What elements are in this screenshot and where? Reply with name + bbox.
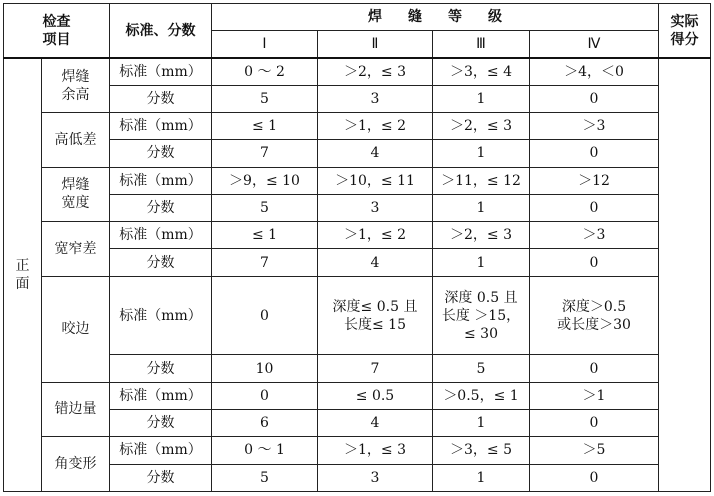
cell-standard: ＞3，≤ 5	[433, 437, 530, 464]
cell-score: 5	[212, 194, 318, 221]
cell-score: 0	[530, 140, 659, 167]
cell-score: 1	[433, 409, 530, 436]
header-actual-score: 实际 得分	[659, 4, 711, 59]
cell-standard: ＞3	[530, 222, 659, 249]
cell-standard: ≤ 1	[212, 222, 318, 249]
cell-text-line: ≤ 30	[464, 325, 498, 342]
cell-standard: ＞3，≤ 4	[433, 58, 530, 85]
header-grade-title: 焊缝等级	[212, 4, 659, 31]
side-label-front: 正 面	[4, 58, 42, 491]
cell-standard: ＞1	[530, 382, 659, 409]
cell-score: 4	[318, 140, 433, 167]
cell-standard: ＞2，≤ 3	[318, 58, 433, 85]
cell-standard: 0	[212, 382, 318, 409]
cell-standard: ＞1，≤ 2	[318, 113, 433, 140]
cell-standard	[433, 276, 530, 355]
cell-score: 7	[212, 249, 318, 276]
cell-standard: ＞1，≤ 3	[318, 437, 433, 464]
cell-standard: ＞10，≤ 11	[318, 167, 433, 194]
item-name: 焊缝 余高	[42, 58, 110, 113]
cell-text-line: 深度 0.5 且	[444, 289, 518, 306]
cell-text-line: 长度 ＞15，	[441, 307, 521, 324]
cell-standard: ＞4，＜0	[530, 58, 659, 85]
cell-standard: ＞1，≤ 2	[318, 222, 433, 249]
cell-standard: ＞3	[530, 113, 659, 140]
row-label-score: 分数	[110, 85, 212, 112]
cell-score: 3	[318, 194, 433, 221]
cell-score: 6	[212, 409, 318, 436]
grade-2-header: Ⅱ	[318, 31, 433, 58]
cell-score: 10	[212, 355, 318, 382]
cell-standard: ＞11，≤ 12	[433, 167, 530, 194]
row-label-score: 分数	[110, 249, 212, 276]
header-standard-score: 标准、分数	[110, 4, 212, 59]
item-name: 宽窄差	[42, 222, 110, 277]
row-label-score: 分数	[110, 355, 212, 382]
cell-standard: ≤ 0.5	[318, 382, 433, 409]
item-name: 咬边	[42, 276, 110, 382]
cell-score: 1	[433, 194, 530, 221]
weld-grading-table	[3, 3, 711, 492]
row-label-score: 分数	[110, 194, 212, 221]
cell-score: 1	[433, 249, 530, 276]
cell-score: 3	[318, 464, 433, 491]
cell-score: 0	[530, 464, 659, 491]
cell-score: 0	[530, 249, 659, 276]
cell-score: 1	[433, 464, 530, 491]
row-label-standard: 标准（mm）	[110, 382, 212, 409]
cell-score: 0	[530, 85, 659, 112]
row-label-score: 分数	[110, 140, 212, 167]
grade-1-header: Ⅰ	[212, 31, 318, 58]
row-label-standard: 标准（mm）	[110, 437, 212, 464]
cell-standard: ＞2，≤ 3	[433, 113, 530, 140]
cell-text-line: 深度≤ 0.5 且	[332, 298, 418, 315]
cell-standard	[318, 276, 433, 355]
grade-3-header: Ⅲ	[433, 31, 530, 58]
item-name: 高低差	[42, 113, 110, 168]
actual-score-column	[659, 58, 711, 491]
cell-score: 7	[212, 140, 318, 167]
cell-standard: ＞2，≤ 3	[433, 222, 530, 249]
cell-score: 7	[318, 355, 433, 382]
cell-score: 0	[530, 194, 659, 221]
cell-score: 0	[530, 409, 659, 436]
cell-score: 5	[212, 85, 318, 112]
row-label-standard: 标准（mm）	[110, 58, 212, 85]
cell-score: 5	[433, 355, 530, 382]
cell-text-line: 或长度＞30	[557, 316, 631, 333]
cell-score: 1	[433, 140, 530, 167]
item-name: 焊缝 宽度	[42, 167, 110, 222]
cell-score: 4	[318, 409, 433, 436]
grade-4-header: Ⅳ	[530, 31, 659, 58]
cell-score: 0	[530, 355, 659, 382]
cell-standard: ＞12	[530, 167, 659, 194]
cell-score: 3	[318, 85, 433, 112]
cell-text-line: 深度＞0.5	[561, 298, 627, 315]
cell-standard: 0 ～ 2	[212, 58, 318, 85]
cell-score: 1	[433, 85, 530, 112]
row-label-standard: 标准（mm）	[110, 276, 212, 355]
item-name: 错边量	[42, 382, 110, 437]
item-name: 角变形	[42, 437, 110, 492]
cell-standard: 0 ～ 1	[212, 437, 318, 464]
cell-text-line: 长度≤ 15	[344, 316, 406, 333]
cell-standard: ＞5	[530, 437, 659, 464]
cell-standard: ＞9，≤ 10	[212, 167, 318, 194]
row-label-standard: 标准（mm）	[110, 113, 212, 140]
cell-standard: 0	[212, 276, 318, 355]
row-label-standard: 标准（mm）	[110, 167, 212, 194]
cell-score: 5	[212, 464, 318, 491]
row-label-standard: 标准（mm）	[110, 222, 212, 249]
cell-standard: ＞0.5，≤ 1	[433, 382, 530, 409]
cell-standard	[530, 276, 659, 355]
header-check-item: 检查 项目	[4, 4, 110, 59]
cell-score: 4	[318, 249, 433, 276]
row-label-score: 分数	[110, 409, 212, 436]
cell-standard: ≤ 1	[212, 113, 318, 140]
row-label-score: 分数	[110, 464, 212, 491]
